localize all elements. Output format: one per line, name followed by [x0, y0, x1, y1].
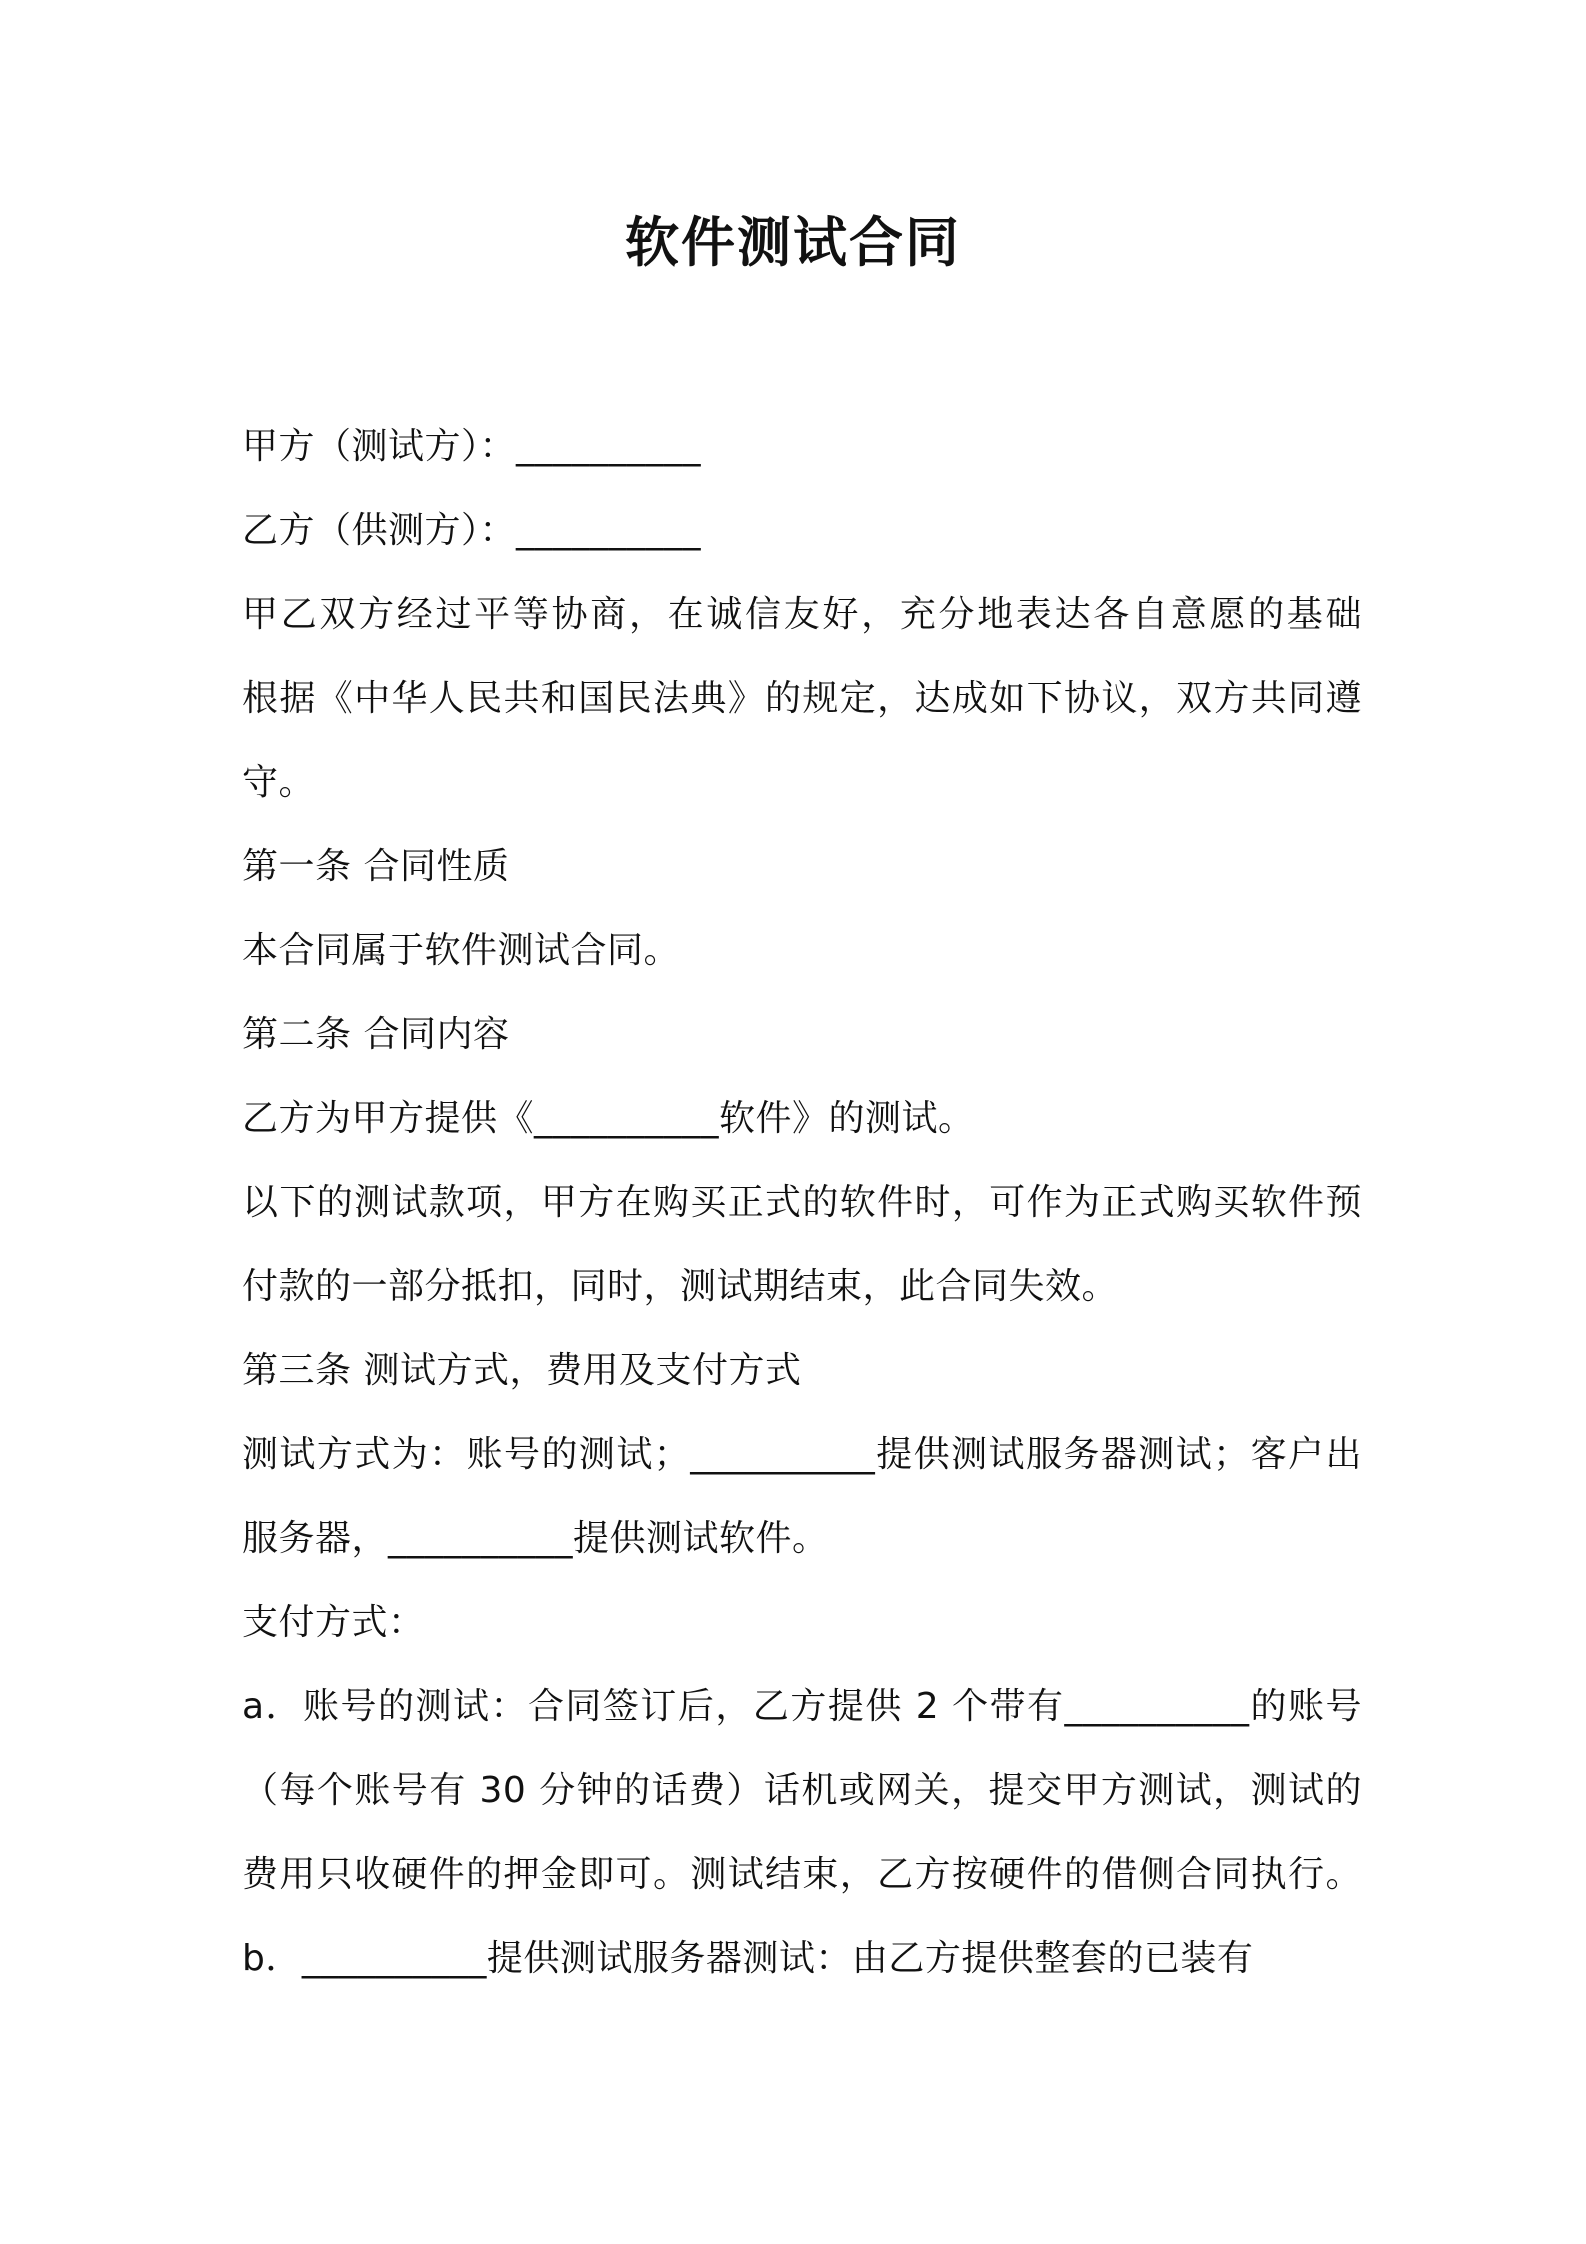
- document-title: 软件测试合同: [625, 211, 961, 274]
- paragraph-line: 守。: [242, 762, 316, 803]
- party-b-line: 乙方（供测方）：__________: [242, 510, 702, 551]
- document-body: [242, 405, 1362, 2001]
- article-heading: 第二条 合同内容: [242, 1014, 510, 1055]
- paragraph-line: a．账号的测试：合同签订后，乙方提供 2 个带有__________的账号: [242, 1686, 1362, 1727]
- paragraph-line: 以下的测试款项，甲方在购买正式的软件时，可作为正式购买软件预: [242, 1182, 1362, 1223]
- paragraph-line: b．__________提供测试服务器测试：由乙方提供整套的已装有: [242, 1938, 1254, 1979]
- paragraph-line: 测试方式为：账号的测试；__________提供测试服务器测试；客户出: [242, 1434, 1362, 1475]
- paragraph-line: 乙方为甲方提供《__________软件》的测试。: [242, 1098, 975, 1139]
- paragraph-line: 费用只收硬件的押金即可。测试结束，乙方按硬件的借侧合同执行。: [242, 1854, 1362, 1895]
- paragraph-line: 服务器，__________提供测试软件。: [242, 1518, 829, 1559]
- article-heading: 第三条 测试方式，费用及支付方式: [242, 1350, 802, 1391]
- paragraph-line: （每个账号有 30 分钟的话费）话机或网关，提交甲方测试，测试的: [242, 1770, 1362, 1811]
- paragraph-line: 本合同属于软件测试合同。: [242, 930, 681, 971]
- paragraph-line: 甲乙双方经过平等协商，在诚信友好，充分地表达各自意愿的基础: [242, 594, 1362, 635]
- paragraph-line: 支付方式：: [242, 1602, 425, 1643]
- party-a-line: 甲方（测试方）：__________: [242, 426, 702, 467]
- paragraph-line: 根据《中华人民共和国民法典》的规定，达成如下协议，双方共同遵: [242, 678, 1362, 719]
- paragraph-line: 付款的一部分抵扣，同时，测试期结束，此合同失效。: [242, 1266, 1119, 1307]
- article-heading: 第一条 合同性质: [242, 846, 510, 887]
